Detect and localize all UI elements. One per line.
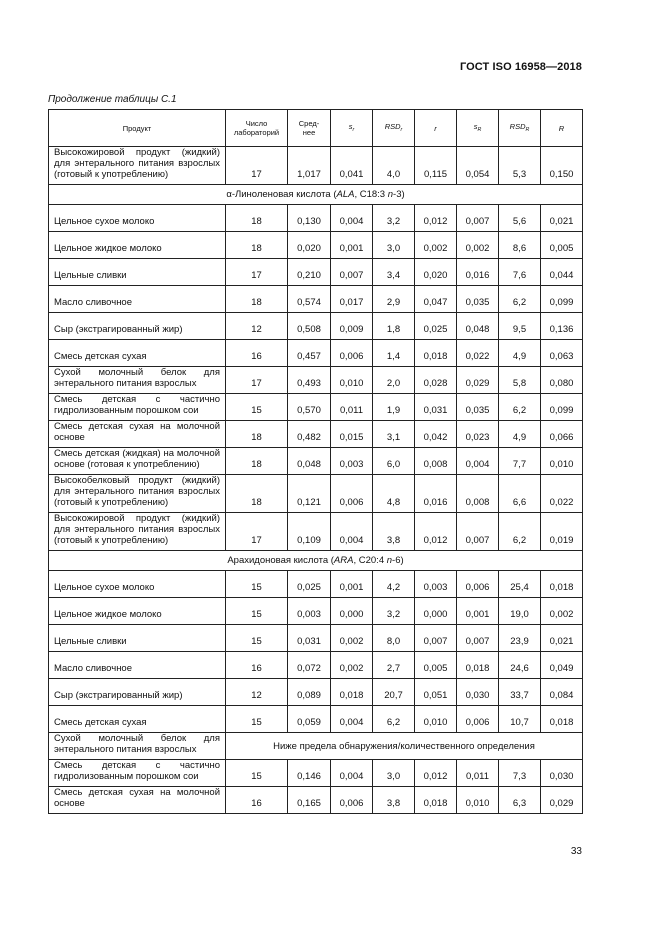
sR-cell: 0,023	[457, 421, 499, 448]
labs-cell: 18	[226, 286, 288, 313]
labs-cell: 12	[226, 313, 288, 340]
rsdR-cell: 5,6	[499, 205, 541, 232]
R-cell: 0,049	[541, 652, 583, 679]
col-header-product: Продукт	[49, 110, 226, 147]
rsdR-cell: 6,2	[499, 394, 541, 421]
table-row	[49, 421, 583, 448]
page-number: 33	[570, 846, 582, 857]
product-cell: Сыр (экстрагированный жир)	[49, 313, 226, 340]
col-header-rsdr	[373, 110, 415, 147]
table-row	[49, 706, 583, 733]
R-cell: 0,002	[541, 598, 583, 625]
R-cell: 0,010	[541, 448, 583, 475]
mean-cell: 0,165	[288, 787, 331, 814]
r-cell: 0,003	[415, 571, 457, 598]
sr-cell: 0,010	[331, 367, 373, 394]
mean-cell: 0,493	[288, 367, 331, 394]
R-cell: 0,099	[541, 394, 583, 421]
rsdR-cell: 5,3	[499, 147, 541, 185]
below-detection-note: Ниже предела обнаружения/количественного определения	[226, 733, 583, 760]
r-cell: 0,008	[415, 448, 457, 475]
R-cell: 0,029	[541, 787, 583, 814]
rsdr-cell: 3,8	[373, 787, 415, 814]
labs-cell: 18	[226, 475, 288, 513]
r-cell: 0,016	[415, 475, 457, 513]
labs-cell: 16	[226, 340, 288, 367]
rsdr-cell: 6,2	[373, 706, 415, 733]
r-cell: 0,018	[415, 340, 457, 367]
rsdr-cell: 3,0	[373, 760, 415, 787]
labs-cell: 18	[226, 232, 288, 259]
table-row	[49, 448, 583, 475]
ara-rows	[49, 571, 583, 733]
sR-cell: 0,010	[457, 787, 499, 814]
mean-cell: 0,089	[288, 679, 331, 706]
mean-cell: 0,457	[288, 340, 331, 367]
ara-mid: , С20:4	[353, 555, 387, 566]
mean-cell: 0,570	[288, 394, 331, 421]
R-cell: 0,136	[541, 313, 583, 340]
product-cell: Смесь детская сухая	[49, 706, 226, 733]
R-cell: 0,030	[541, 760, 583, 787]
product-cell: Смесь детская (жидкая) на молочной основе (готовая к употреблению)	[49, 448, 226, 475]
sR-cell: 0,048	[457, 313, 499, 340]
ara-n: n	[386, 555, 393, 566]
col-header-sR	[457, 110, 499, 147]
col-header-R-big	[541, 110, 583, 147]
labs-cell: 12	[226, 679, 288, 706]
mean-cell: 0,508	[288, 313, 331, 340]
rsdr-base: RSD	[384, 121, 401, 131]
sR-cell: 0,008	[457, 475, 499, 513]
data-table	[48, 109, 583, 814]
table-caption: Продолжение таблицы С.1	[48, 94, 177, 105]
section-title-ala	[49, 185, 583, 205]
labs-cell: 15	[226, 598, 288, 625]
rsdr-cell: 3,8	[373, 513, 415, 551]
sR-cell: 0,054	[457, 147, 499, 185]
table-row	[49, 625, 583, 652]
product-cell: Сухой молочный белок для энтерального питания взрослых	[49, 367, 226, 394]
table-header-row	[49, 110, 583, 147]
sr-cell: 0,004	[331, 706, 373, 733]
sR-cell: 0,006	[457, 706, 499, 733]
sR-cell: 0,035	[457, 286, 499, 313]
r-cell: 0,018	[415, 787, 457, 814]
col-header-mean-line1: Сред-	[298, 119, 320, 128]
r-cell: 0,031	[415, 394, 457, 421]
rsdR-cell: 4,9	[499, 340, 541, 367]
product-cell: Цельные сливки	[49, 259, 226, 286]
mean-cell: 1,017	[288, 147, 331, 185]
col-header-r-small	[415, 110, 457, 147]
col-header-labs: Число лабораторий	[226, 110, 288, 147]
labs-cell: 15	[226, 571, 288, 598]
r-cell: 0,007	[415, 625, 457, 652]
r-cell: 0,115	[415, 147, 457, 185]
col-header-mean-line2: нее	[302, 128, 316, 137]
table-row	[49, 513, 583, 551]
rsdR-cell: 10,7	[499, 706, 541, 733]
rsdr-sub: r	[400, 126, 403, 133]
R-cell: 0,063	[541, 340, 583, 367]
R-cell: 0,005	[541, 232, 583, 259]
labs-cell: 17	[226, 367, 288, 394]
mean-cell: 0,121	[288, 475, 331, 513]
table-row	[49, 367, 583, 394]
mean-cell: 0,109	[288, 513, 331, 551]
section-header-ara	[49, 551, 583, 571]
r-small: r	[434, 123, 437, 133]
R-cell: 0,019	[541, 513, 583, 551]
rsdR-cell: 5,8	[499, 367, 541, 394]
sr-base: s	[348, 121, 353, 131]
table-row	[49, 787, 583, 814]
table-row	[49, 147, 583, 185]
rsdR-cell: 8,6	[499, 232, 541, 259]
rsdr-cell: 8,0	[373, 625, 415, 652]
product-cell: Смесь детская сухая на молочной основе	[49, 421, 226, 448]
sr-cell: 0,007	[331, 259, 373, 286]
sr-cell: 0,017	[331, 286, 373, 313]
sr-cell: 0,001	[331, 232, 373, 259]
rsdR-base: RSD	[509, 121, 526, 131]
sr-cell: 0,002	[331, 652, 373, 679]
ara-abbr: ARA	[333, 555, 354, 566]
sr-cell: 0,004	[331, 513, 373, 551]
mean-cell: 0,482	[288, 421, 331, 448]
sr-cell: 0,004	[331, 760, 373, 787]
labs-cell: 15	[226, 760, 288, 787]
product-cell: Смесь детская с частично гидролизованным порошком сои	[49, 760, 226, 787]
r-cell: 0,020	[415, 259, 457, 286]
rsdR-cell: 23,9	[499, 625, 541, 652]
table-row	[49, 598, 583, 625]
labs-cell: 17	[226, 513, 288, 551]
rsdR-cell: 7,6	[499, 259, 541, 286]
mean-cell: 0,059	[288, 706, 331, 733]
sR-cell: 0,007	[457, 625, 499, 652]
col-header-mean	[288, 110, 331, 147]
sr-cell: 0,018	[331, 679, 373, 706]
col-header-sr	[331, 110, 373, 147]
product-cell: Цельные сливки	[49, 625, 226, 652]
rsdr-cell: 3,2	[373, 205, 415, 232]
product-cell: Высокожировой продукт (жидкий) для энтерального питания взрослых (готовый к употреблению)	[49, 147, 226, 185]
product-cell: Сухой молочный белок для энтерального питания взрослых	[49, 733, 226, 760]
mean-cell: 0,072	[288, 652, 331, 679]
sR-cell: 0,016	[457, 259, 499, 286]
rsdR-sub: R	[525, 126, 530, 133]
rsdr-cell: 4,2	[373, 571, 415, 598]
rsdR-cell: 7,7	[499, 448, 541, 475]
sr-cell: 0,002	[331, 625, 373, 652]
sr-cell: 0,006	[331, 787, 373, 814]
product-cell: Цельное жидкое молоко	[49, 232, 226, 259]
ala-prefix: α-Линоленовая кислота (	[226, 189, 337, 200]
sr-sub: r	[352, 126, 355, 133]
r-cell: 0,012	[415, 760, 457, 787]
product-cell: Смесь детская сухая на молочной основе	[49, 787, 226, 814]
sR-cell: 0,002	[457, 232, 499, 259]
rsdR-cell: 6,2	[499, 286, 541, 313]
labs-cell: 16	[226, 787, 288, 814]
ara-prefix: Арахидоновая кислота (	[227, 555, 334, 566]
rsdr-cell: 4,0	[373, 147, 415, 185]
labs-cell: 18	[226, 421, 288, 448]
table-row	[49, 259, 583, 286]
sr-cell: 0,004	[331, 205, 373, 232]
sr-cell: 0,003	[331, 448, 373, 475]
ala-abbr: ALA	[336, 189, 355, 200]
sr-cell: 0,015	[331, 421, 373, 448]
ara-rows-after	[49, 760, 583, 814]
R-cell: 0,018	[541, 706, 583, 733]
sR-cell: 0,001	[457, 598, 499, 625]
r-cell: 0,002	[415, 232, 457, 259]
mean-cell: 0,130	[288, 205, 331, 232]
r-cell: 0,010	[415, 706, 457, 733]
product-cell: Масло сливочное	[49, 652, 226, 679]
rsdr-cell: 3,2	[373, 598, 415, 625]
table-row-merged	[49, 733, 583, 760]
sR-cell: 0,006	[457, 571, 499, 598]
rsdr-cell: 3,1	[373, 421, 415, 448]
ala-mid: , С18:3	[354, 189, 388, 200]
sR-cell: 0,022	[457, 340, 499, 367]
mean-cell: 0,025	[288, 571, 331, 598]
r-cell: 0,012	[415, 513, 457, 551]
product-cell: Высокожировой продукт (жидкий) для энтерального питания взрослых (готовый к употреблению)	[49, 513, 226, 551]
R-cell: 0,044	[541, 259, 583, 286]
sR-cell: 0,007	[457, 205, 499, 232]
sR-base: s	[473, 121, 478, 131]
table-row	[49, 286, 583, 313]
table-row	[49, 679, 583, 706]
sR-cell: 0,035	[457, 394, 499, 421]
R-cell: 0,022	[541, 475, 583, 513]
rsdR-cell: 6,6	[499, 475, 541, 513]
R-big: R	[558, 123, 565, 133]
sR-cell: 0,029	[457, 367, 499, 394]
rsdR-cell: 4,9	[499, 421, 541, 448]
rsdR-cell: 7,3	[499, 760, 541, 787]
rsdR-cell: 6,2	[499, 513, 541, 551]
table-row	[49, 313, 583, 340]
section-title-ara	[49, 551, 583, 571]
mean-cell: 0,146	[288, 760, 331, 787]
R-cell: 0,021	[541, 205, 583, 232]
ala-rows	[49, 205, 583, 551]
rsdR-cell: 9,5	[499, 313, 541, 340]
sr-cell: 0,001	[331, 571, 373, 598]
product-cell: Сыр (экстрагированный жир)	[49, 679, 226, 706]
rsdR-cell: 24,6	[499, 652, 541, 679]
R-cell: 0,066	[541, 421, 583, 448]
labs-cell: 17	[226, 259, 288, 286]
ara-suffix: -6)	[392, 555, 404, 566]
rsdr-cell: 2,0	[373, 367, 415, 394]
rsdr-cell: 1,4	[373, 340, 415, 367]
sr-cell: 0,011	[331, 394, 373, 421]
sR-cell: 0,004	[457, 448, 499, 475]
table-row	[49, 205, 583, 232]
sr-cell: 0,000	[331, 598, 373, 625]
rsdr-cell: 3,0	[373, 232, 415, 259]
product-cell: Цельное сухое молоко	[49, 205, 226, 232]
r-cell: 0,028	[415, 367, 457, 394]
rsdr-cell: 1,8	[373, 313, 415, 340]
mean-cell: 0,031	[288, 625, 331, 652]
rsdr-cell: 1,9	[373, 394, 415, 421]
labs-cell: 15	[226, 706, 288, 733]
rsdR-cell: 25,4	[499, 571, 541, 598]
labs-cell: 15	[226, 394, 288, 421]
product-cell: Смесь детская с частично гидролизованным порошком сои	[49, 394, 226, 421]
R-cell: 0,099	[541, 286, 583, 313]
labs-cell: 18	[226, 448, 288, 475]
mean-cell: 0,574	[288, 286, 331, 313]
product-cell: Масло сливочное	[49, 286, 226, 313]
sr-cell: 0,006	[331, 475, 373, 513]
r-cell: 0,025	[415, 313, 457, 340]
mean-cell: 0,020	[288, 232, 331, 259]
rsdr-cell: 4,8	[373, 475, 415, 513]
r-cell: 0,051	[415, 679, 457, 706]
sR-cell: 0,030	[457, 679, 499, 706]
R-cell: 0,080	[541, 367, 583, 394]
r-cell: 0,005	[415, 652, 457, 679]
ala-suffix: -3)	[393, 189, 405, 200]
rsdR-cell: 19,0	[499, 598, 541, 625]
sr-cell: 0,006	[331, 340, 373, 367]
product-cell: Цельное сухое молоко	[49, 571, 226, 598]
labs-cell: 16	[226, 652, 288, 679]
product-cell: Высокобелковый продукт (жидкий) для энтерального питания взрослых (готовый к употреблению)	[49, 475, 226, 513]
r-cell: 0,047	[415, 286, 457, 313]
rsdr-cell: 2,9	[373, 286, 415, 313]
table-row	[49, 475, 583, 513]
r-cell: 0,042	[415, 421, 457, 448]
sR-sub: R	[477, 126, 482, 133]
sR-cell: 0,011	[457, 760, 499, 787]
r-cell: 0,000	[415, 598, 457, 625]
rsdr-cell: 20,7	[373, 679, 415, 706]
col-header-rsdR	[499, 110, 541, 147]
mean-cell: 0,210	[288, 259, 331, 286]
labs-cell: 17	[226, 147, 288, 185]
section-header-ala	[49, 185, 583, 205]
product-cell: Цельное жидкое молоко	[49, 598, 226, 625]
table-row	[49, 760, 583, 787]
rsdR-cell: 33,7	[499, 679, 541, 706]
mean-cell: 0,048	[288, 448, 331, 475]
sr-cell: 0,041	[331, 147, 373, 185]
sr-cell: 0,009	[331, 313, 373, 340]
rsdr-cell: 6,0	[373, 448, 415, 475]
R-cell: 0,021	[541, 625, 583, 652]
r-cell: 0,012	[415, 205, 457, 232]
rsdr-cell: 3,4	[373, 259, 415, 286]
sR-cell: 0,018	[457, 652, 499, 679]
table-row	[49, 652, 583, 679]
product-cell: Смесь детская сухая	[49, 340, 226, 367]
R-cell: 0,150	[541, 147, 583, 185]
table-row	[49, 232, 583, 259]
R-cell: 0,018	[541, 571, 583, 598]
table-row	[49, 340, 583, 367]
ala-n: n	[387, 189, 394, 200]
labs-cell: 18	[226, 205, 288, 232]
rsdR-cell: 6,3	[499, 787, 541, 814]
mean-cell: 0,003	[288, 598, 331, 625]
rsdr-cell: 2,7	[373, 652, 415, 679]
labs-cell: 15	[226, 625, 288, 652]
table-row	[49, 394, 583, 421]
standard-header: ГОСТ ISO 16958—2018	[459, 61, 582, 73]
sR-cell: 0,007	[457, 513, 499, 551]
table-row	[49, 571, 583, 598]
R-cell: 0,084	[541, 679, 583, 706]
